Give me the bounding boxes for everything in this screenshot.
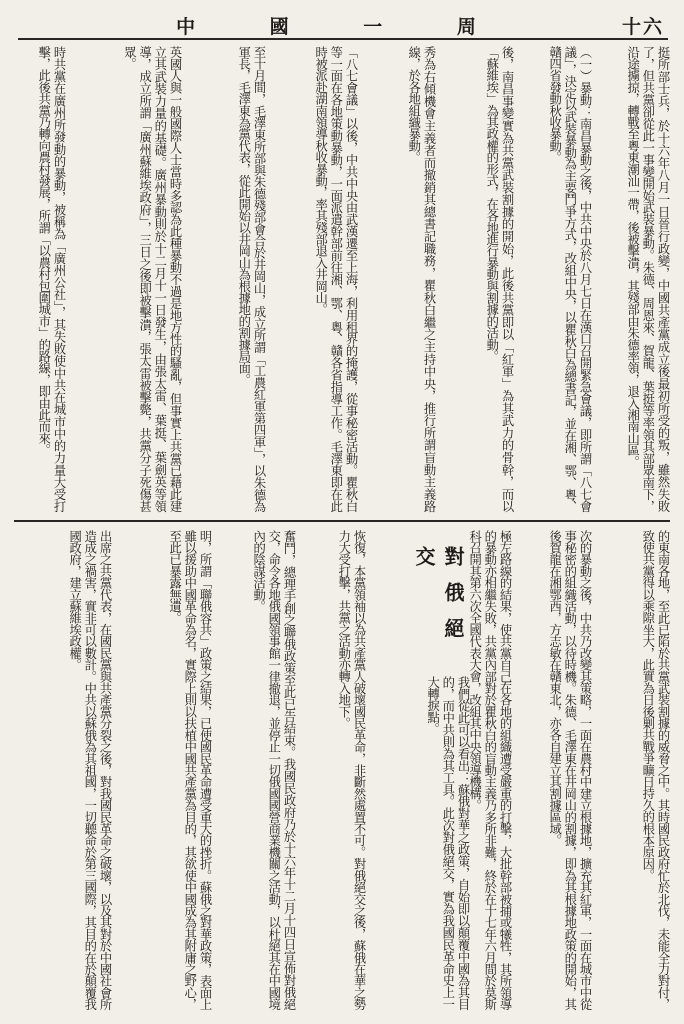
text-column: 次的暴動之後，中共乃改變其策略，一面在農村中建立根據地，擴充其紅軍，一面在城市中從事秘密的組織活動，以待時機。朱德、毛澤東在井岡山的割據，即為其根據地政策的開始，其後賀龍在湘鄂西，方志敏在贛東北，亦各自建立其割據區域。 xyxy=(547,530,592,1010)
text-column: 至十月間，毛澤東所部與朱德殘部會合於井岡山，成立所謂「工農紅軍第四軍」，以朱德為軍長，毛澤東為黨代表，從此開始以井岡山為根據地的割據局面。 xyxy=(236,46,266,512)
text-column: 奮鬥，總理手創之聯俄政策至此已告結束。我國民政府乃於十六年十二月十四日宣佈對俄絕交，命令各地俄國領事館一律撤退，並停止一切俄國國營商業機關之活動，以杜絕其在中國境內的陰謀活動。 xyxy=(251,530,296,1010)
section-title: 對俄絕交 xyxy=(412,546,465,654)
page-number: 十六 xyxy=(621,16,664,38)
text-column: 的東南各地，至此已陷於共黨武裝割據的威脅之中。其時國民政府忙於北伐，未能全力對付，致使共黨得以乘隙坐大，此實為日後剿共戰爭曠日持久的根本原因。 xyxy=(640,530,670,1010)
page-header xyxy=(18,12,668,40)
text-column: 極左路線的結果，使共黨自己在各地的組織遭受嚴重的打擊，大批幹部被捕或犧牲，其所領導的暴動亦相繼失敗，共黨內部對於瞿秋白的盲動主義乃多所非難，終於在十七年六月間於莫斯科召開其第六次全國代表大會，改組其中央領導機構。 xyxy=(467,530,512,1010)
section-divider xyxy=(14,520,670,522)
text-column: 明，所謂「聯俄容共」政策之結果，已使國民革命遭受重大的挫折。蘇俄之對華政策，表面上雖以援助中國革命為名，實際上則以扶植中國共產黨為目的，其欲使中國成為其附庸之野心，至此已暴露無遺。 xyxy=(167,530,212,1010)
text-column: 我們從此可以看出：蘇俄對華之政策，自始即以顛覆中國為其目的，而中共則為其工具。此次對俄絕交，實為我國民革命史上一大轉捩點。 xyxy=(425,676,470,1010)
text-column: 「八七會議」以後，中共中央由武漢遷至上海，利用租界的掩護，從事秘密活動。瞿秋白等一面在各地策動暴動，一面派遣幹部前往湘、鄂、粵、贛各省指導工作。毛澤東即在此時被派赴湖南領導秋收暴動，率其殘部退入井岡山。 xyxy=(313,46,358,512)
text-column: 恢復，本黨領袖以為共產黨人破壞國民革命，非斷然處置不可。對俄絕交之後，蘇俄在華之勢力大受打擊，共黨之活動亦轉入地下。 xyxy=(336,530,366,1010)
text-column: 秀為右傾機會主義者而撤銷其總書記職務，瞿秋白繼之主持中央，推行所謂盲動主義路線，於各地組織暴動。 xyxy=(406,46,436,512)
text-column: （一）暴動：南昌暴動之後，中共中央於八月七日在漢口召開緊急會議，即所謂「八七會議」，決定以武裝暴動為主要鬥爭方式，改組中央，以瞿秋白為總書記，並在湘、鄂、粵、贛四省發動秋收暴動。 xyxy=(547,46,592,512)
text-column: 英國人與一般國際人士當時多認為此種暴動不過是地方性的騷亂，但事實上共黨已藉此建立其武裝力量的基礎。廣州暴動則於十二月十一日發生，由張太雷、葉挺、葉劍英等領導，成立所謂「廣州蘇維埃政府」，三日之後即被擊潰，張太雷被擊斃，共黨分子死傷甚眾。 xyxy=(122,46,182,512)
text-column: 後，南昌事變實為共黨武裝割據的開始，此後共黨即以「紅軍」為其武力的骨幹，而以「蘇維埃」為其政權的形式，在各地進行暴動與割據的活動。 xyxy=(484,46,514,512)
text-column: 時共黨在廣州所發動的暴動，被稱為「廣州公社」，其失敗使中共在城市中的力量大受打擊，此後共黨乃轉向農村發展，所謂「以農村包圍城市」的路線，即由此而來。 xyxy=(36,46,66,512)
text-column: 挺所部士兵，於十六年八月一日晉行政變，中國共產黨成立後最初所受的叛，雖然失敗了，但共黨卻從此一事變開始武裝暴動。朱德、周恩來、賀龍、葉挺等率領其部眾南下，沿途擄掠，轉戰至粵東潮汕一帶，後被擊潰，其殘部由朱德率領，退入湘南山區。 xyxy=(625,46,670,512)
text-column: 出席之共黨代表，在國民黨與共產黨分裂之後，對我國民革命之破壞，以及其對於中國社會所造成之禍害，實非可以數計。中共以蘇俄為其祖國，一切聽命於第三國際，其目的在於顛覆我國政府，建立蘇維埃政權。 xyxy=(67,530,112,1010)
journal-title: 中 國 一 周 xyxy=(176,16,510,38)
